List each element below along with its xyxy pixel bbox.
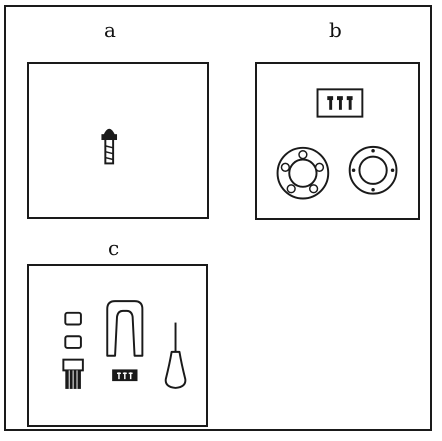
tool-icon xyxy=(166,323,186,388)
screw-icon xyxy=(29,64,207,217)
panel-b-label: b xyxy=(329,18,342,42)
u-clip-icon xyxy=(107,301,142,356)
screw-set-icon xyxy=(318,89,363,116)
panel-c xyxy=(27,264,208,427)
panel-a xyxy=(27,62,209,219)
spacer-icon xyxy=(65,313,81,325)
panel-b xyxy=(255,62,420,220)
flange-icon xyxy=(350,147,397,194)
spacer-icon xyxy=(65,336,81,348)
flange-with-holes-icon xyxy=(278,148,329,199)
panel-c-label: c xyxy=(108,236,120,260)
brush-icon xyxy=(63,360,83,389)
panel-a-label: a xyxy=(104,18,116,42)
screw-strip-icon xyxy=(112,369,137,381)
